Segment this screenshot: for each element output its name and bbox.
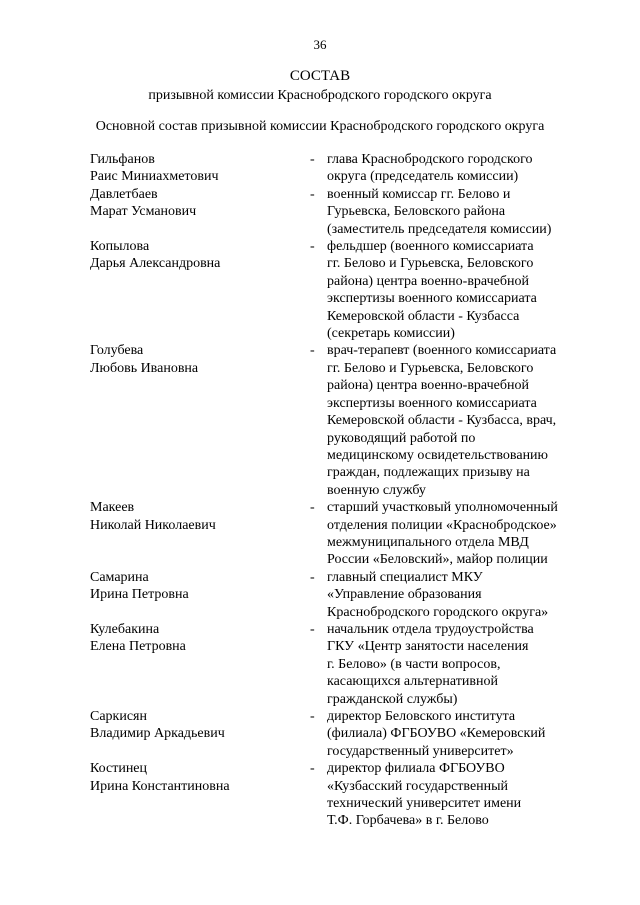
member-role-line: Т.Ф. Горбачева» в г. Белово [327,813,489,829]
member-role-line: Кемеровской области - Кузбасса [327,308,520,324]
member-surname: Макеев [90,500,135,516]
member-dash: - [310,152,315,167]
member-role-line: государственный университет» [327,743,514,759]
member-role-line: «Кузбасский государственный [327,778,509,794]
member-role-line: Гурьевска, Беловского района [327,204,506,220]
member-given-names: Николай Николаевич [90,517,216,533]
member-role-line: г. Белово» (в части вопросов, [327,656,501,672]
member-role-line: России «Беловский», майор полиции [327,552,548,568]
member-role-line: ГКУ «Центр занятости населения [327,639,529,655]
member-role [327,342,590,499]
member-row [90,708,590,760]
member-name [90,569,310,621]
member-role-line: глава Краснобродского городского [327,152,533,167]
member-given-names: Владимир Аркадьевич [90,726,225,742]
member-name [90,238,310,342]
member-name [90,499,310,569]
member-role-line: экспертизы военного комиссариата [327,291,537,307]
member-role-line: отделения полиции «Краснобродское» [327,517,557,533]
member-role-line: главный специалист МКУ [327,569,483,585]
member-given-names: Ирина Константиновна [90,778,230,794]
member-dash: - [310,621,315,637]
member-dash: - [310,343,315,359]
member-role-line: гг. Белово и Гурьевска, Беловского [327,360,534,376]
member-surname: Давлетбаев [90,186,158,202]
member-role [327,569,590,621]
member-row [90,186,590,238]
member-row [90,499,590,569]
member-surname: Гильфанов [90,152,155,167]
member-role-line: межмуниципального отдела МВД [327,534,529,550]
member-role [327,499,590,569]
member-given-names: Любовь Ивановна [90,360,199,376]
member-name [90,760,310,830]
members-list [90,151,590,830]
section-title: Основной состав призывной комиссии Краснобродского городского округа [95,119,545,134]
member-given-names: Раис Миниахметович [90,169,219,185]
member-role-line: руководящий работой по [327,430,476,446]
member-role-line: Краснобродского городского округа» [327,604,549,620]
member-role [327,708,590,760]
member-role-line: технический университет имени [327,796,522,812]
member-role-line: (филиала) ФГБОУВО «Кемеровский [327,726,546,742]
member-row [90,621,590,708]
member-role-line: начальник отдела трудоустройства [327,621,534,637]
member-role-line: (секретарь комиссии) [327,326,455,342]
member-row [90,342,590,499]
page-number: 36 [313,37,327,52]
member-role [327,760,590,830]
member-role-line: граждан, подлежащих призыву на [327,465,530,481]
member-role-line: фельдшер (военного комиссариата [327,239,534,255]
member-role-line: (заместитель председателя комиссии) [327,221,552,237]
member-role-line: медицинскому освидетельствованию [327,447,549,463]
member-dash: - [310,186,315,202]
member-role-line: касающихся альтернативной [327,674,498,690]
member-role [327,621,590,708]
member-given-names: Елена Петровна [90,639,186,655]
member-row [90,569,590,621]
member-surname: Кулебакина [90,621,160,637]
member-role [327,151,590,186]
member-surname: Копылова [90,239,150,255]
member-dash: - [310,709,315,724]
member-role-line: «Управление образования [327,587,482,603]
member-role [327,238,590,342]
member-role-line: врач-терапевт (военного комиссариата [327,343,557,359]
member-dash: - [310,569,315,585]
member-role-line: гг. Белово и Гурьевска, Беловского [327,256,534,272]
member-given-names: Дарья Александровна [90,256,221,272]
member-given-names: Ирина Петровна [90,587,189,603]
member-row [90,238,590,342]
member-name [90,151,310,186]
member-name [90,621,310,708]
member-role-line: экспертизы военного комиссариата [327,395,537,411]
member-role-line: военный комиссар гг. Белово и [327,186,511,202]
member-dash: - [310,761,315,777]
member-role-line: района) центра военно-врачебной [327,378,529,394]
member-row [90,760,590,830]
member-surname: Голубева [90,343,144,359]
member-role-line: гражданской службы) [327,691,458,707]
member-dash: - [310,500,315,516]
member-role [327,186,590,238]
member-surname: Самарина [90,569,149,585]
member-role-line: округа (председатель комиссии) [327,169,519,185]
member-dash: - [310,239,315,255]
member-surname: Саркисян [90,709,147,724]
member-role-line: директор филиала ФГБОУВО [327,761,505,777]
member-role-line: старший участковый уполномоченный [327,500,558,516]
member-role-line: военную службу [327,482,426,498]
member-surname: Костинец [90,761,148,777]
member-role-line: директор Беловского института [327,709,516,724]
member-row [90,151,590,186]
document-subtitle: призывной комиссии Краснобродского городского округа [148,88,492,103]
member-given-names: Марат Усманович [90,204,197,220]
document-title: СОСТАВ [289,68,351,84]
member-name [90,186,310,238]
member-name [90,708,310,760]
member-role-line: Кемеровской области - Кузбасса, врач, [327,413,557,429]
member-role-line: района) центра военно-врачебной [327,273,529,289]
member-name [90,342,310,499]
